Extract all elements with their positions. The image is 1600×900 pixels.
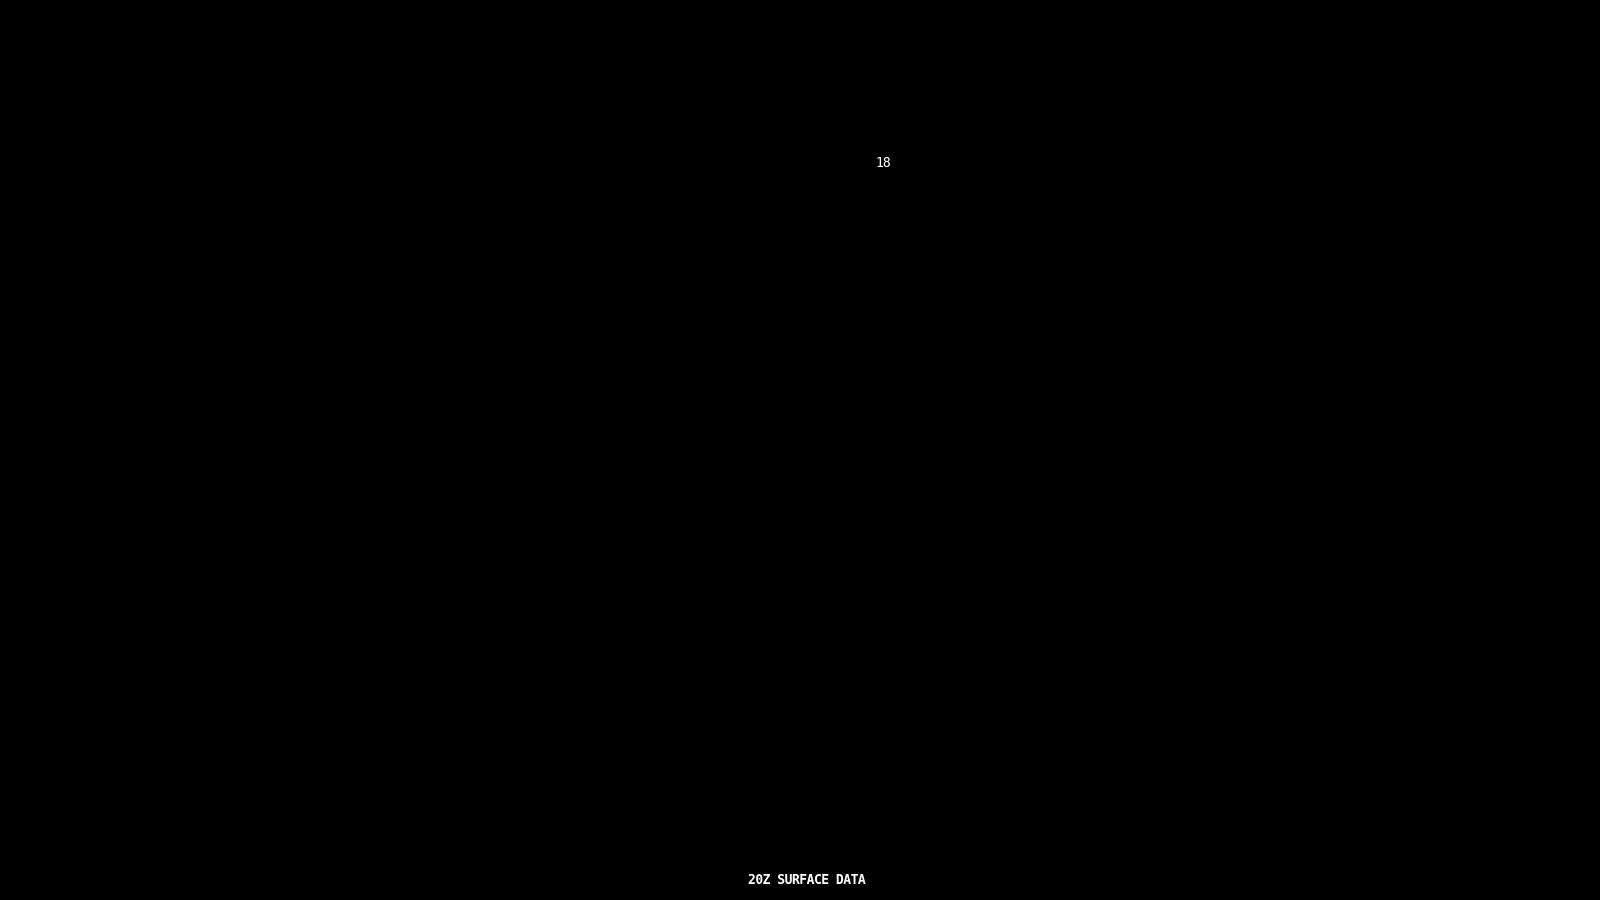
station-value-label: 18 [876,156,890,171]
map-caption: 20Z SURFACE DATA [748,873,866,888]
